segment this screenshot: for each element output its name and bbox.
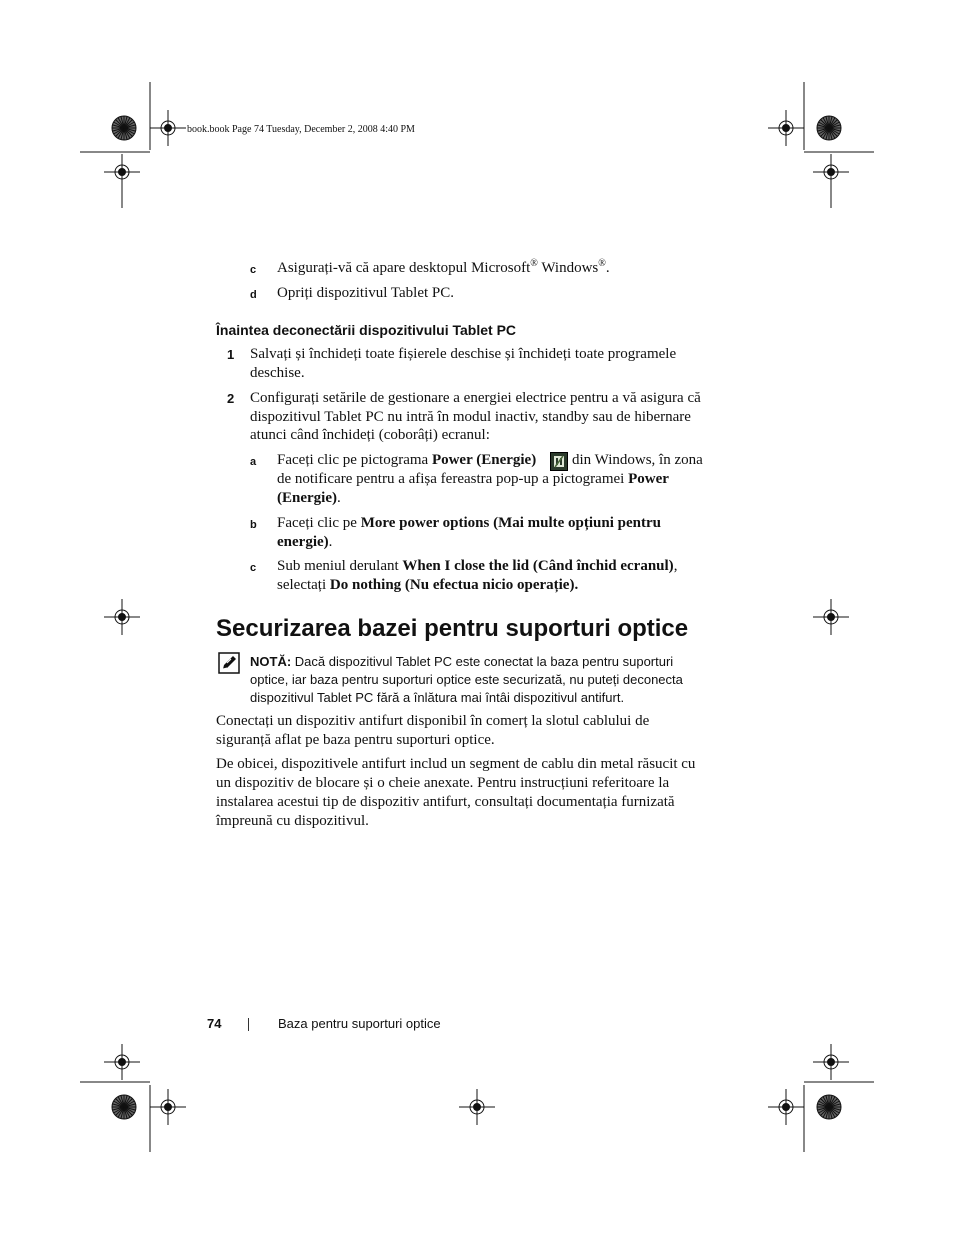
substep-a-line: Faceți clic pe pictograma Power (Energie)	[277, 452, 537, 468]
step-1-line: Salvați și închideți toate fișierele deschise și închideți toate programele	[250, 346, 677, 362]
substep-b-line: energie).	[277, 534, 333, 550]
substep-a-line: (Energie).	[277, 490, 341, 506]
step-2-line: dispozitivul Tablet PC nu intră în modul inactiv, standby sau de hibernare	[250, 409, 691, 425]
substep-b-line: Faceți clic pe More power options (Mai multe opțiuni pentru	[277, 515, 661, 531]
step-1-line: deschise.	[250, 365, 305, 381]
step-marker: 2	[227, 391, 235, 406]
substep-a-line: din Windows, în zona	[572, 452, 703, 468]
substep-marker: b	[250, 519, 257, 531]
power-icon	[550, 452, 568, 471]
subheading: Înaintea deconectării dispozitivului Tablet PC	[216, 322, 517, 338]
step-d-text: Opriți dispozitivul Tablet PC.	[277, 285, 455, 301]
page-number: 74	[207, 1016, 222, 1031]
step-marker: 1	[227, 347, 235, 362]
note-line: optice, iar baza pentru suporturi optice este securizată, nu puteți deconecta	[250, 672, 683, 687]
paragraph-line: Conectați un dispozitiv antifurt disponibil în comerț la slotul cablului de	[216, 713, 650, 729]
substep-marker: a	[250, 456, 257, 468]
paragraph-line: un dispozitiv de blocare și o cheie anexate. Pentru instrucțiuni referitoare la	[216, 775, 670, 791]
substep-a-line: de notificare pentru a afișa fereastra pop-up a pictogramei Power	[277, 471, 669, 487]
note-line: dispozitivul Tablet PC fără a înlătura mai întâi dispozitivul antifurt.	[250, 690, 625, 705]
note-line: NOTĂ: Dacă dispozitivul Tablet PC este conectat la baza pentru suporturi	[250, 654, 674, 669]
header-slug: book.book Page 74 Tuesday, December 2, 2008 4:40 PM	[187, 124, 415, 135]
step-marker: c	[250, 264, 257, 276]
footer-separator	[248, 1018, 249, 1031]
paragraph-line: împreună cu dispozitivul.	[216, 813, 369, 829]
paragraph-line: instalarea acestui tip de dispozitiv antifurt, consultați documentația furnizată	[216, 794, 675, 810]
step-marker: d	[250, 289, 257, 301]
step-2-line: Configurați setările de gestionare a energiei electrice pentru a vă asigura că	[250, 390, 701, 406]
step-2-line: atunci când închideți (coborâți) ecranul:	[250, 427, 490, 443]
substep-c-line: selectați Do nothing (Nu efectua nicio operație).	[277, 577, 579, 593]
substep-marker: c	[250, 562, 257, 574]
paragraph-line: De obicei, dispozitivele antifurt includ un segment de cablu din metal răsucit cu	[216, 756, 696, 772]
paragraph-line: siguranță aflat pe baza pentru suporturi optice.	[216, 732, 495, 748]
pencil-note-icon	[218, 652, 240, 674]
section-heading: Securizarea bazei pentru suporturi optice	[216, 615, 689, 642]
substep-c-line: Sub meniul derulant When I close the lid (Când închid ecranul),	[277, 558, 678, 574]
step-c-text: Asigurați-vă că apare desktopul Microsoft® Windows®.	[277, 258, 610, 276]
footer-title: Baza pentru suporturi optice	[278, 1016, 441, 1031]
